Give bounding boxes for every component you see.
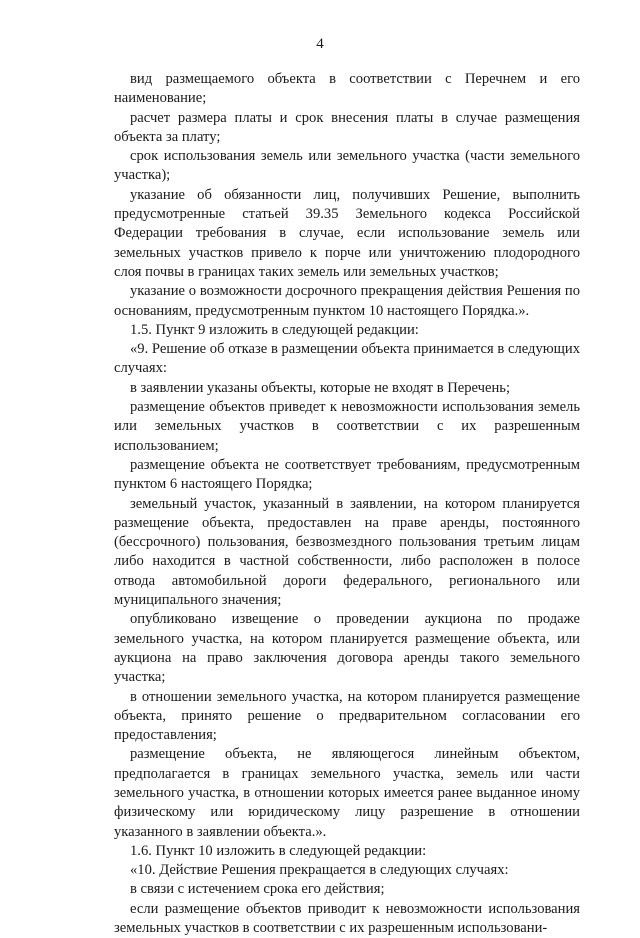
paragraph: земельный участок, указанный в заявлении, на котором планируется размещение объекта, предоставлен на праве аренды, постоянного (бессрочного) пользования, безвозмездного пользования третьим лицам либо находится в частной собственности, либо расположен в полосе отвода автомобильной дороги федерального, регионального или муниципального значения;: [114, 495, 580, 609]
paragraph: размещение объекта, не являющегося линейным объектом, предполагается в границах земельного участка, земель или части земельного участка, в отношении которых имеется ранее выданное иному физическому или юридическому лицу разрешение в отношении указанного в заявлении объекта.».: [114, 746, 580, 840]
paragraph: указание об обязанности лиц, получивших Решение, выполнить предусмотренные статьей 39.35 Земельного кодекса Российской Федерации требования в случае, если использование земель или земельных участков привело к порче или уничтожению плодородного слоя почвы в границах таких земель или земельных участков;: [114, 186, 580, 280]
paragraph: в связи с истечением срока его действия;: [130, 881, 385, 898]
paragraph: расчет размера платы и срок внесения платы в случае размещения объекта за плату;: [114, 109, 580, 145]
paragraph: если размещение объектов приводит к невозможности использования земельных участков в соответствии с их разрешенным использовани-: [114, 900, 580, 937]
paragraph: в отношении земельного участка, на котором планируется размещение объекта, принято решение о предварительном согласовании его предоставления;: [114, 688, 580, 744]
paragraph: размещение объекта не соответствует требованиям, предусмотренным пунктом 6 настоящего Порядка;: [114, 456, 580, 493]
paragraph: 1.5. Пункт 9 изложить в следующей редакции:: [130, 321, 419, 338]
paragraph: размещение объектов приведет к невозможности использования земель или земельных участков в соответствии с их разрешенным использованием;: [114, 399, 580, 454]
document-body: [114, 70, 580, 938]
paragraph: в заявлении указаны объекты, которые не входят в Перечень;: [130, 379, 511, 396]
paragraph: вид размещаемого объекта в соответствии с Перечнем и его наименование;: [114, 71, 580, 107]
paragraph: 1.6. Пункт 10 изложить в следующей редакции:: [130, 842, 427, 859]
paragraph: «10. Действие Решения прекращается в следующих случаях:: [130, 862, 509, 879]
page-number: 4: [316, 36, 324, 52]
paragraph: «9. Решение об отказе в размещении объекта принимается в следующих случаях:: [114, 341, 580, 377]
paragraph: опубликовано извещение о проведении аукциона по продаже земельного участка, на котором планируется размещение объекта, или аукциона на право заключения договора аренды такого земельного участка;: [114, 611, 580, 686]
paragraph: срок использования земель или земельного участка (части земельного участка);: [114, 148, 580, 184]
paragraph: указание о возможности досрочного прекращения действия Решения по основаниям, предусмотренным пунктом 10 настоящего Порядка.».: [114, 283, 580, 319]
